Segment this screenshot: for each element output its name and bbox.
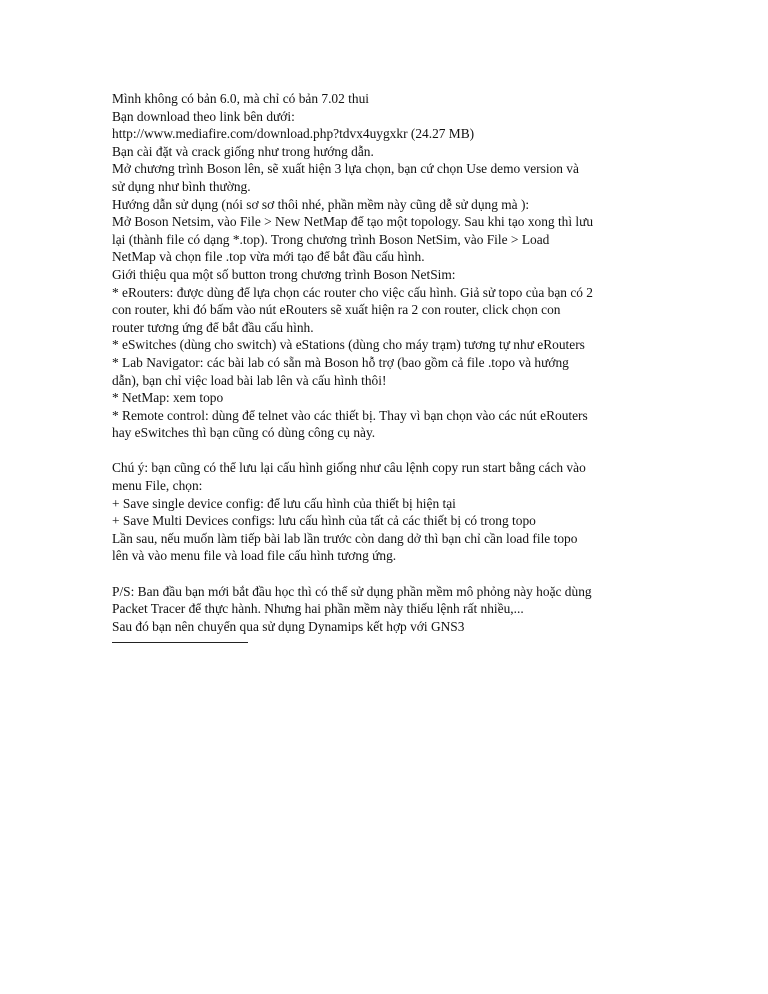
footnote-separator: [112, 642, 248, 643]
text-line: + Save Multi Devices configs: lưu cấu hình của tất cả các thiết bị có trong topo: [112, 513, 536, 529]
text-line: Bạn cài đặt và crack giống như trong hướng dẫn.: [112, 143, 374, 159]
text-line: Lần sau, nếu muốn làm tiếp bài lab lần trước còn dang dở thì bạn chỉ cần load file topo: [112, 530, 578, 546]
text-line: lại (thành file có dạng *.top). Trong chương trình Boson NetSim, vào File > Load: [112, 231, 550, 247]
text-line: Sau đó bạn nên chuyển qua sử dụng Dynamips kết hợp với GNS3: [112, 618, 465, 634]
text-line: * eSwitches (dùng cho switch) và eStations (dùng cho máy trạm) tương tự như eRouters: [112, 337, 585, 353]
text-line: Giới thiệu qua một số button trong chương trình Boson NetSim:: [112, 266, 456, 282]
document-body: [112, 90, 662, 643]
text-line: con router, khi đó bấm vào nút eRouters sẽ xuất hiện ra 2 con router, click chọn con: [112, 302, 561, 318]
text-line: P/S: Ban đầu bạn mới bắt đầu học thì có thể sử dụng phần mềm mô phỏng này hoặc dùng: [112, 583, 592, 599]
text-line: NetMap và chọn file .top vừa mới tạo để bắt đầu cấu hình.: [112, 249, 425, 265]
text-line: Chú ý: bạn cũng có thể lưu lại cấu hình giống như câu lệnh copy run start bằng cách vào: [112, 460, 586, 476]
text-line: Packet Tracer để thực hành. Nhưng hai phần mềm này thiếu lệnh rất nhiều,...: [112, 601, 524, 617]
text-line: hay eSwitches thì bạn cũng có dùng công cụ này.: [112, 425, 376, 441]
text-line: http://www.mediafire.com/download.php?tdvx4uygxkr (24.27 MB): [112, 126, 475, 142]
text-line: dẫn), bạn chỉ việc load bài lab lên và cấu hình thôi!: [112, 372, 387, 388]
text-line: Mình không có bản 6.0, mà chỉ có bản 7.02 thui: [112, 91, 369, 106]
text-line: sử dụng như bình thường.: [112, 178, 251, 194]
text-line: * NetMap: xem topo: [112, 390, 224, 406]
text-line: Hướng dẫn sử dụng (nói sơ sơ thôi nhé, phần mềm này cũng dễ sử dụng mà ):: [112, 196, 530, 212]
text-line: router tương ứng để bắt đầu cấu hình.: [112, 319, 314, 335]
text-line: * Remote control: dùng để telnet vào các thiết bị. Thay vì bạn chọn vào các nút eRouters: [112, 407, 588, 423]
text-line: Bạn download theo link bên dưới:: [112, 108, 295, 124]
blank-line: [112, 565, 662, 583]
text-line: * eRouters: được dùng để lựa chọn các router cho việc cấu hình. Giả sử topo của bạn có 2: [112, 284, 594, 300]
text-line: + Save single device config: để lưu cấu hình của thiết bị hiện tại: [112, 495, 456, 511]
text-line: lên và vào menu file và load file cấu hình tương ứng.: [112, 548, 397, 564]
text-line: * Lab Navigator: các bài lab có sẵn mà Boson hỗ trợ (bao gồm cả file .topo và hướng: [112, 354, 569, 370]
text-block: [112, 90, 662, 635]
text-line: Mở chương trình Boson lên, sẽ xuất hiện 3 lựa chọn, bạn cứ chọn Use demo version và: [112, 161, 579, 177]
blank-line: [112, 442, 662, 460]
text-line: menu File, chọn:: [112, 478, 203, 494]
text-line: Mở Boson Netsim, vào File > New NetMap để tạo một topology. Sau khi tạo xong thì lưu: [112, 214, 594, 230]
